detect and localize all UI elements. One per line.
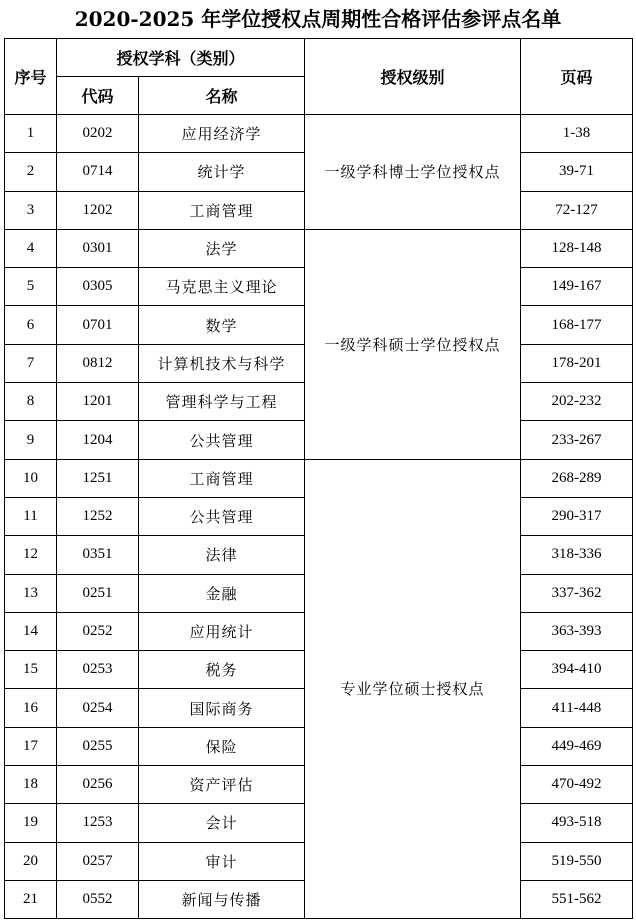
cell-index: 18 [5, 766, 57, 804]
cell-code: 1201 [57, 383, 139, 421]
cell-code: 0253 [57, 651, 139, 689]
cell-pages: 363-393 [521, 612, 633, 650]
cell-level: 一级学科硕士学位授权点 [305, 229, 521, 459]
cell-pages: 493-518 [521, 804, 633, 842]
cell-index: 6 [5, 306, 57, 344]
cell-index: 7 [5, 344, 57, 382]
cell-code: 0812 [57, 344, 139, 382]
cell-code: 0701 [57, 306, 139, 344]
cell-name: 保险 [139, 727, 305, 765]
cell-pages: 168-177 [521, 306, 633, 344]
cell-name: 计算机技术与科学 [139, 344, 305, 382]
cell-index: 11 [5, 497, 57, 535]
cell-code: 1204 [57, 421, 139, 459]
cell-index: 9 [5, 421, 57, 459]
cell-index: 4 [5, 229, 57, 267]
cell-code: 0202 [57, 115, 139, 153]
cell-name: 法律 [139, 536, 305, 574]
cell-name: 税务 [139, 651, 305, 689]
cell-pages: 411-448 [521, 689, 633, 727]
cell-pages: 290-317 [521, 497, 633, 535]
cell-code: 0251 [57, 574, 139, 612]
cell-name: 金融 [139, 574, 305, 612]
header-discipline-group: 授权学科（类别） [57, 39, 305, 77]
cell-pages: 449-469 [521, 727, 633, 765]
cell-code: 0301 [57, 229, 139, 267]
cell-name: 工商管理 [139, 459, 305, 497]
cell-code: 0714 [57, 153, 139, 191]
header-name: 名称 [139, 77, 305, 115]
cell-name: 马克思主义理论 [139, 268, 305, 306]
cell-name: 审计 [139, 842, 305, 880]
cell-pages: 470-492 [521, 766, 633, 804]
cell-name: 新闻与传播 [139, 880, 305, 918]
cell-index: 10 [5, 459, 57, 497]
cell-code: 1253 [57, 804, 139, 842]
cell-index: 3 [5, 191, 57, 229]
cell-index: 8 [5, 383, 57, 421]
cell-name: 公共管理 [139, 421, 305, 459]
cell-index: 13 [5, 574, 57, 612]
cell-pages: 178-201 [521, 344, 633, 382]
cell-name: 统计学 [139, 153, 305, 191]
cell-index: 15 [5, 651, 57, 689]
cell-name: 法学 [139, 229, 305, 267]
cell-pages: 519-550 [521, 842, 633, 880]
document-title: 2020-2025 年学位授权点周期性合格评估参评点名单 [74, 7, 562, 31]
cell-name: 会计 [139, 804, 305, 842]
cell-pages: 268-289 [521, 459, 633, 497]
cell-code: 0552 [57, 880, 139, 918]
cell-code: 0305 [57, 268, 139, 306]
cell-code: 0351 [57, 536, 139, 574]
cell-index: 16 [5, 689, 57, 727]
header-level: 授权级别 [305, 39, 521, 115]
table-row [5, 459, 633, 497]
cell-index: 1 [5, 115, 57, 153]
cell-index: 12 [5, 536, 57, 574]
cell-index: 14 [5, 612, 57, 650]
table-row [5, 229, 633, 267]
cell-code: 0254 [57, 689, 139, 727]
cell-level: 专业学位硕士授权点 [305, 459, 521, 919]
cell-pages: 1-38 [521, 115, 633, 153]
cell-name: 管理科学与工程 [139, 383, 305, 421]
cell-index: 20 [5, 842, 57, 880]
cell-pages: 551-562 [521, 880, 633, 918]
cell-code: 0255 [57, 727, 139, 765]
cell-name: 国际商务 [139, 689, 305, 727]
cell-level: 一级学科博士学位授权点 [305, 115, 521, 230]
cell-name: 数学 [139, 306, 305, 344]
cell-pages: 72-127 [521, 191, 633, 229]
cell-index: 21 [5, 880, 57, 918]
cell-code: 1251 [57, 459, 139, 497]
header-pages: 页码 [521, 39, 633, 115]
cell-name: 应用经济学 [139, 115, 305, 153]
cell-code: 0257 [57, 842, 139, 880]
cell-name: 资产评估 [139, 766, 305, 804]
evaluation-table [4, 38, 633, 919]
cell-name: 公共管理 [139, 497, 305, 535]
cell-index: 2 [5, 153, 57, 191]
cell-pages: 337-362 [521, 574, 633, 612]
cell-code: 0256 [57, 766, 139, 804]
cell-code: 1202 [57, 191, 139, 229]
cell-index: 17 [5, 727, 57, 765]
cell-pages: 202-232 [521, 383, 633, 421]
cell-code: 1252 [57, 497, 139, 535]
cell-pages: 394-410 [521, 651, 633, 689]
header-code: 代码 [57, 77, 139, 115]
cell-name: 工商管理 [139, 191, 305, 229]
cell-code: 0252 [57, 612, 139, 650]
cell-index: 19 [5, 804, 57, 842]
cell-pages: 233-267 [521, 421, 633, 459]
header-index: 序号 [5, 39, 57, 115]
cell-pages: 39-71 [521, 153, 633, 191]
cell-pages: 318-336 [521, 536, 633, 574]
cell-name: 应用统计 [139, 612, 305, 650]
table-body [5, 115, 633, 919]
cell-pages: 149-167 [521, 268, 633, 306]
cell-pages: 128-148 [521, 229, 633, 267]
table-row [5, 115, 633, 153]
cell-index: 5 [5, 268, 57, 306]
